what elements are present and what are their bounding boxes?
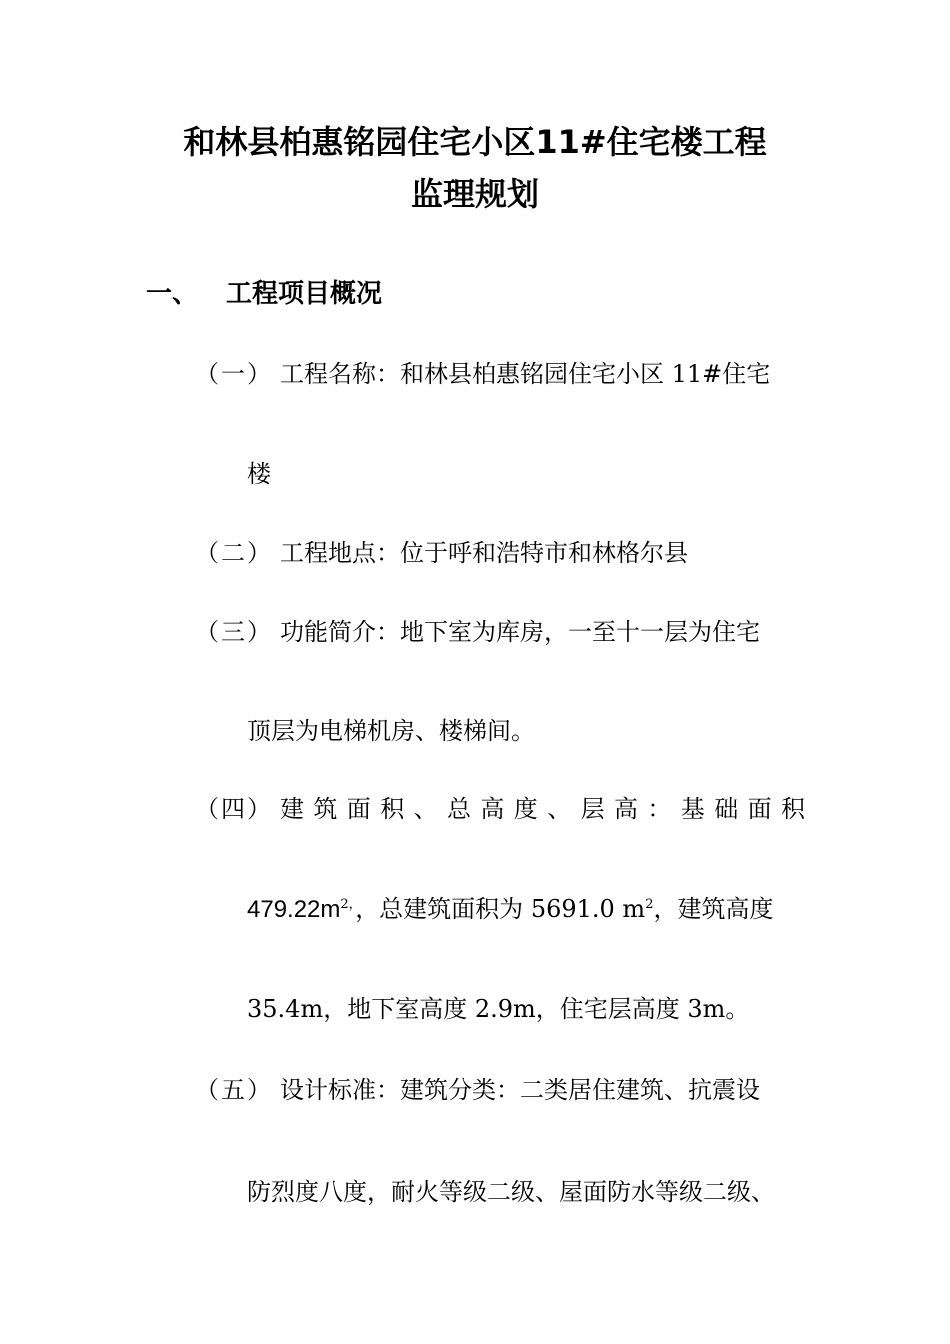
item-text-line: 建筑面积、总高度、层高：基础面积 [280, 795, 805, 823]
building-height-text: ，建筑高度 [653, 895, 774, 923]
item-text-line: 设计标准：建筑分类：二类居住建筑、抗震设 [280, 1076, 760, 1104]
section-heading: 工程项目概况 [226, 279, 383, 309]
item-text-line: 工程地点：位于呼和浩特市和林格尔县 [280, 539, 688, 567]
document-title-line-1: 和林县柏惠铭园住宅小区11#住宅楼工程 [183, 123, 767, 161]
item-number: （四） [195, 795, 273, 823]
total-area-text: ，总建筑面积为 5691.0 m [355, 895, 646, 923]
area-unit-superscript: 2， [340, 897, 356, 912]
item-text-line: 35.4m，地下室高度 2.9m，住宅层高度 3m。 [247, 995, 750, 1023]
item-text-line: 功能简介：地下室为库房，一至十一层为住宅 [280, 618, 760, 646]
section-number: 一、 [146, 279, 199, 309]
item-text-line: 防烈度八度，耐火等级二级、屋面防水等级二级、 [247, 1178, 775, 1206]
item-area-line [247, 893, 773, 926]
item-text-line: 工程名称：和林县柏惠铭园住宅小区 11#住宅 [280, 360, 771, 388]
area-unit-superscript: 2 [645, 897, 654, 912]
item-number: （一） [195, 360, 273, 388]
item-text-line: 楼 [247, 460, 271, 488]
item-number: （三） [195, 618, 273, 646]
item-text-line: 顶层为电梯机房、楼梯间。 [247, 717, 535, 745]
item-number: （五） [195, 1076, 273, 1104]
document-title-line-2: 监理规划 [410, 175, 539, 213]
basement-area-value: 479.22m [247, 896, 341, 923]
item-number: （二） [195, 539, 273, 567]
